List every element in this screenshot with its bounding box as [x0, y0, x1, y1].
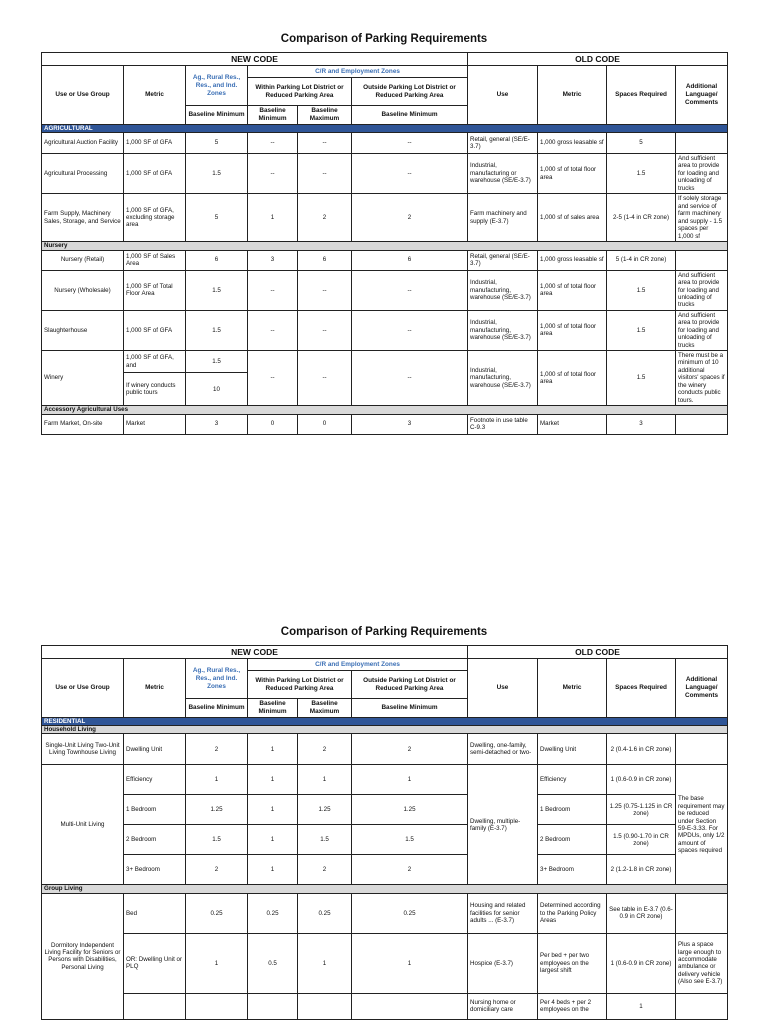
table-row [42, 270, 728, 310]
within-baseline-min-header: Baseline Minimum [248, 699, 298, 717]
comments-header: Additional Language/ Comments [676, 659, 728, 717]
within-max-cell: 1.5 [298, 825, 352, 855]
ag-min-cell: 1.5 [186, 825, 248, 855]
table-row [42, 734, 728, 765]
metric-cell: Bed [124, 893, 186, 933]
spaces-cell: 5 [607, 133, 676, 154]
metric-cell: 1,000 SF of GFA [124, 133, 186, 154]
comment-cell: And sufficient area to provide for loading and unloading of trucks [676, 270, 728, 310]
cr-zones-header: C/R and Employment Zones [248, 66, 468, 78]
old-use-cell: Retail, general (SE/E-3.7) [468, 133, 538, 154]
within-max-cell: -- [298, 133, 352, 154]
old-use-cell: Industrial, manufacturing, warehouse (SE/E-3.7) [468, 270, 538, 310]
outside-reduced-header: Outside Parking Lot District or Reduced Parking Area [352, 78, 468, 106]
old-metric-cell: 1,000 sf of total floor area [538, 270, 607, 310]
within-reduced-header: Within Parking Lot District or Reduced Parking Area [248, 671, 352, 699]
old-metric-cell: 1,000 gross leasable sf [538, 133, 607, 154]
metric-cell: 2 Bedroom [124, 825, 186, 855]
old-use-cell: Housing and related facilities for senior adults ... (E-3.7) [468, 893, 538, 933]
within-max-cell: 6 [298, 250, 352, 270]
outside-min-cell: 0.25 [352, 893, 468, 933]
spaces-header: Spaces Required [607, 659, 676, 717]
old-metric-cell: 3+ Bedroom [538, 855, 607, 885]
outside-min-cell: 2 [352, 194, 468, 242]
old-metric-cell: 1 Bedroom [538, 795, 607, 825]
table-row [42, 133, 728, 154]
old-use-cell: Farm machinery and supply (E-3.7) [468, 194, 538, 242]
within-baseline-max-header: Baseline Maximum [298, 106, 352, 124]
ag-min-cell: 1 [186, 765, 248, 795]
within-min-cell: -- [248, 310, 298, 350]
within-min-cell: 3 [248, 250, 298, 270]
page-title: Comparison of Parking Requirements [280, 626, 488, 638]
ag-min-cell: 1 [186, 933, 248, 993]
ag-min-cell: 1.5 [186, 154, 248, 194]
comments-header: Additional Language/ Comments [676, 66, 728, 124]
metric-header: Metric [124, 66, 186, 124]
within-min-cell: 0 [248, 414, 298, 434]
parking-comparison-table-residential [41, 645, 728, 1020]
use-cell: Dormitory Independent Living Facility for Seniors or Persons with Disabilities, Personal Living [42, 893, 124, 1019]
metric-cell: 1,000 SF of Total Floor Area [124, 270, 186, 310]
metric-cell: Dwelling Unit [124, 734, 186, 765]
use-cell: Farm Market, On-site [42, 414, 124, 434]
spaces-cell: 1.5 [607, 270, 676, 310]
old-use-cell: Hospice (E-3.7) [468, 933, 538, 993]
outside-reduced-header: Outside Parking Lot District or Reduced Parking Area [352, 671, 468, 699]
metric-cell [124, 993, 186, 1019]
old-use-cell: Industrial, manufacturing or warehouse (SE/E-3.7) [468, 154, 538, 194]
within-max-cell [298, 993, 352, 1019]
within-min-cell: 1 [248, 194, 298, 242]
old-use-cell: Dwelling, one-family, semi-detached or two- [468, 734, 538, 765]
metric-cell: 1,000 SF of GFA, and [124, 351, 186, 373]
comment-cell [676, 250, 728, 270]
ag-baseline-min-header: Baseline Minimum [186, 106, 248, 124]
use-cell: Nursery (Wholesale) [42, 270, 124, 310]
spaces-cell: 1.5 (0.90-1.70 in CR zone) [607, 825, 676, 855]
within-max-cell: 1 [298, 765, 352, 795]
old-use-header: Use [468, 66, 538, 124]
metric-cell: Market [124, 414, 186, 434]
spaces-cell: 2 (1.2-1.8 in CR zone) [607, 855, 676, 885]
old-metric-header: Metric [538, 66, 607, 124]
table-row [42, 993, 728, 1019]
use-cell: Agricultural Processing [42, 154, 124, 194]
use-cell: Multi-Unit Living [42, 765, 124, 885]
within-baseline-max-header: Baseline Maximum [298, 699, 352, 717]
old-metric-cell: 1,000 sf of total floor area [538, 154, 607, 194]
within-min-cell: 1 [248, 825, 298, 855]
outside-min-cell: 2 [352, 734, 468, 765]
spaces-cell: 2-5 (1-4 in CR zone) [607, 194, 676, 242]
outside-min-cell: -- [352, 270, 468, 310]
spaces-header: Spaces Required [607, 66, 676, 124]
ag-min-cell: 5 [186, 133, 248, 154]
ag-min-cell: 2 [186, 734, 248, 765]
table-row [42, 765, 728, 795]
spaces-cell: 3 [607, 414, 676, 434]
spaces-cell: 2 (0.4-1.6 in CR zone) [607, 734, 676, 765]
comment-cell: And sufficient area to provide for loading and unloading of trucks [676, 154, 728, 194]
old-metric-cell: Market [538, 414, 607, 434]
comment-cell [676, 414, 728, 434]
outside-min-cell: 3 [352, 414, 468, 434]
use-cell: Slaughterhouse [42, 310, 124, 350]
old-metric-cell: Dwelling Unit [538, 734, 607, 765]
ag-min-cell: 10 [186, 373, 248, 406]
old-metric-cell: 1,000 sf of sales area [538, 194, 607, 242]
outside-min-cell: 1 [352, 765, 468, 795]
outside-min-cell: 1.5 [352, 825, 468, 855]
ag-min-cell: 6 [186, 250, 248, 270]
section-residential: RESIDENTIAL [42, 717, 728, 725]
table-row [42, 893, 728, 933]
table-row [42, 933, 728, 993]
within-min-cell: 0.5 [248, 933, 298, 993]
table-row [42, 825, 728, 855]
new-code-header: NEW CODE [42, 646, 468, 659]
within-max-cell: -- [298, 351, 352, 406]
ag-min-cell: 0.25 [186, 893, 248, 933]
within-min-cell: -- [248, 133, 298, 154]
ag-baseline-min-header: Baseline Minimum [186, 699, 248, 717]
within-baseline-min-header: Baseline Minimum [248, 106, 298, 124]
ag-min-cell: 2 [186, 855, 248, 885]
table-row [42, 250, 728, 270]
within-min-cell: 1 [248, 855, 298, 885]
use-group-header: Use or Use Group [42, 659, 124, 717]
old-metric-cell: Efficiency [538, 765, 607, 795]
section-nursery: Nursery [42, 242, 728, 250]
table-row [42, 154, 728, 194]
comment-cell: If solely storage and service of farm machinery and supply - 1.5 spaces per 1,000 sf [676, 194, 728, 242]
within-min-cell: 1 [248, 795, 298, 825]
old-metric-cell: Determined according to the Parking Policy Areas [538, 893, 607, 933]
within-max-cell: -- [298, 310, 352, 350]
cr-zones-header: C/R and Employment Zones [248, 659, 468, 671]
table-row [42, 310, 728, 350]
spaces-cell: 1.25 (0.75-1.125 in CR zone) [607, 795, 676, 825]
within-min-cell: -- [248, 154, 298, 194]
within-min-cell: 1 [248, 734, 298, 765]
metric-cell: 1,000 SF of Sales Area [124, 250, 186, 270]
spaces-cell: 1 [607, 993, 676, 1019]
section-accessory-agricultural: Accessory Agricultural Uses [42, 406, 728, 414]
within-max-cell: 1 [298, 933, 352, 993]
spaces-cell: 1 (0.6-0.9 in CR zone) [607, 765, 676, 795]
table-row [42, 855, 728, 885]
outside-min-cell: -- [352, 133, 468, 154]
outside-min-cell [352, 993, 468, 1019]
spaces-cell: 1.5 [607, 351, 676, 406]
metric-cell: 1,000 SF of GFA [124, 310, 186, 350]
within-max-cell: 2 [298, 855, 352, 885]
spaces-cell: See table in E-3.7 (0.6-0.9 in CR zone) [607, 893, 676, 933]
comment-cell [676, 734, 728, 765]
within-max-cell: 1.25 [298, 795, 352, 825]
page-title: Comparison of Parking Requirements [280, 33, 488, 45]
comment-cell [676, 993, 728, 1019]
metric-cell: If winery conducts public tours [124, 373, 186, 406]
within-max-cell: -- [298, 154, 352, 194]
use-cell: Single-Unit Living Two-Unit Living Townhouse Living [42, 734, 124, 765]
comment-cell: There must be a minimum of 10 additional visitors' spaces if the winery conducts public tours. [676, 351, 728, 406]
old-metric-cell: 1,000 gross leasable sf [538, 250, 607, 270]
ag-min-cell: 1.25 [186, 795, 248, 825]
comment-cell: And sufficient area to provide for loading and unloading of trucks [676, 310, 728, 350]
within-min-cell: 0.25 [248, 893, 298, 933]
old-metric-cell: 1,000 sf of total floor area [538, 351, 607, 406]
outside-min-cell: 1.25 [352, 795, 468, 825]
metric-cell: Efficiency [124, 765, 186, 795]
old-use-cell: Industrial, manufacturing, warehouse (SE/E-3.7) [468, 351, 538, 406]
outside-baseline-min-header: Baseline Minimum [352, 699, 468, 717]
old-use-cell: Footnote in use table C-9.3 [468, 414, 538, 434]
new-code-header: NEW CODE [42, 53, 468, 66]
ag-zones-header: Ag., Rural Res., Res., and Ind. Zones [186, 659, 248, 699]
section-agricultural: AGRICULTURAL [42, 124, 728, 132]
old-metric-cell: 1,000 sf of total floor area [538, 310, 607, 350]
within-max-cell: 0 [298, 414, 352, 434]
outside-min-cell: -- [352, 154, 468, 194]
ag-min-cell: 1.5 [186, 351, 248, 373]
metric-cell: 1,000 SF of GFA [124, 154, 186, 194]
old-use-cell: Industrial, manufacturing, warehouse (SE/E-3.7) [468, 310, 538, 350]
metric-cell: 1 Bedroom [124, 795, 186, 825]
metric-cell: 3+ Bedroom [124, 855, 186, 885]
spaces-cell: 1.5 [607, 154, 676, 194]
table-row [42, 351, 728, 373]
outside-baseline-min-header: Baseline Minimum [352, 106, 468, 124]
metric-header: Metric [124, 659, 186, 717]
metric-cell: 1,000 SF of GFA, excluding storage area [124, 194, 186, 242]
old-use-cell: Retail, general (SE/E-3.7) [468, 250, 538, 270]
old-metric-cell: Per 4 beds + per 2 employees on the [538, 993, 607, 1019]
within-max-cell: 0.25 [298, 893, 352, 933]
within-min-cell: 1 [248, 765, 298, 795]
within-reduced-header: Within Parking Lot District or Reduced Parking Area [248, 78, 352, 106]
ag-min-cell: 1.5 [186, 270, 248, 310]
section-group-living: Group Living [42, 885, 728, 893]
outside-min-cell: -- [352, 351, 468, 406]
parking-comparison-table-agricultural [41, 52, 728, 435]
ag-min-cell: 5 [186, 194, 248, 242]
comment-cell: Plus a space large enough to accommodate ambulance or delivery vehicle (Also see E-3.7) [676, 933, 728, 993]
table-row [42, 795, 728, 825]
old-metric-cell: Per bed + per two employees on the largest shift [538, 933, 607, 993]
comment-cell [676, 133, 728, 154]
within-min-cell [248, 993, 298, 1019]
spaces-cell: 1.5 [607, 310, 676, 350]
table-row [42, 194, 728, 242]
old-metric-header: Metric [538, 659, 607, 717]
ag-min-cell: 3 [186, 414, 248, 434]
within-min-cell: -- [248, 270, 298, 310]
within-max-cell: 2 [298, 734, 352, 765]
within-max-cell: -- [298, 270, 352, 310]
within-max-cell: 2 [298, 194, 352, 242]
ag-min-cell [186, 993, 248, 1019]
outside-min-cell: 6 [352, 250, 468, 270]
spaces-cell: 5 (1-4 in CR zone) [607, 250, 676, 270]
ag-zones-header: Ag., Rural Res., Res., and Ind. Zones [186, 66, 248, 106]
use-cell: Winery [42, 351, 124, 406]
use-cell: Farm Supply, Machinery Sales, Storage, and Service [42, 194, 124, 242]
use-cell: Nursery (Retail) [42, 250, 124, 270]
outside-min-cell: 2 [352, 855, 468, 885]
old-code-header: OLD CODE [468, 646, 728, 659]
comment-cell [676, 893, 728, 933]
ag-min-cell: 1.5 [186, 310, 248, 350]
outside-min-cell: 1 [352, 933, 468, 993]
use-cell: Agricultural Auction Facility [42, 133, 124, 154]
old-use-cell: Dwelling, multiple-family (E-3.7) [468, 765, 538, 885]
comment-cell: The base requirement may be reduced under Section 59-E-3.33. For MPDUs, only 1/2 amount of spaces required [676, 765, 728, 885]
old-metric-cell: 2 Bedroom [538, 825, 607, 855]
old-use-cell: Nursing home or domiciliary care [468, 993, 538, 1019]
metric-cell: OR: Dwelling Unit or PLQ [124, 933, 186, 993]
use-group-header: Use or Use Group [42, 66, 124, 124]
old-use-header: Use [468, 659, 538, 717]
table-row [42, 414, 728, 434]
within-min-cell: -- [248, 351, 298, 406]
section-household-living: Household Living [42, 726, 728, 734]
outside-min-cell: -- [352, 310, 468, 350]
spaces-cell: 1 (0.6-0.9 in CR zone) [607, 933, 676, 993]
old-code-header: OLD CODE [468, 53, 728, 66]
